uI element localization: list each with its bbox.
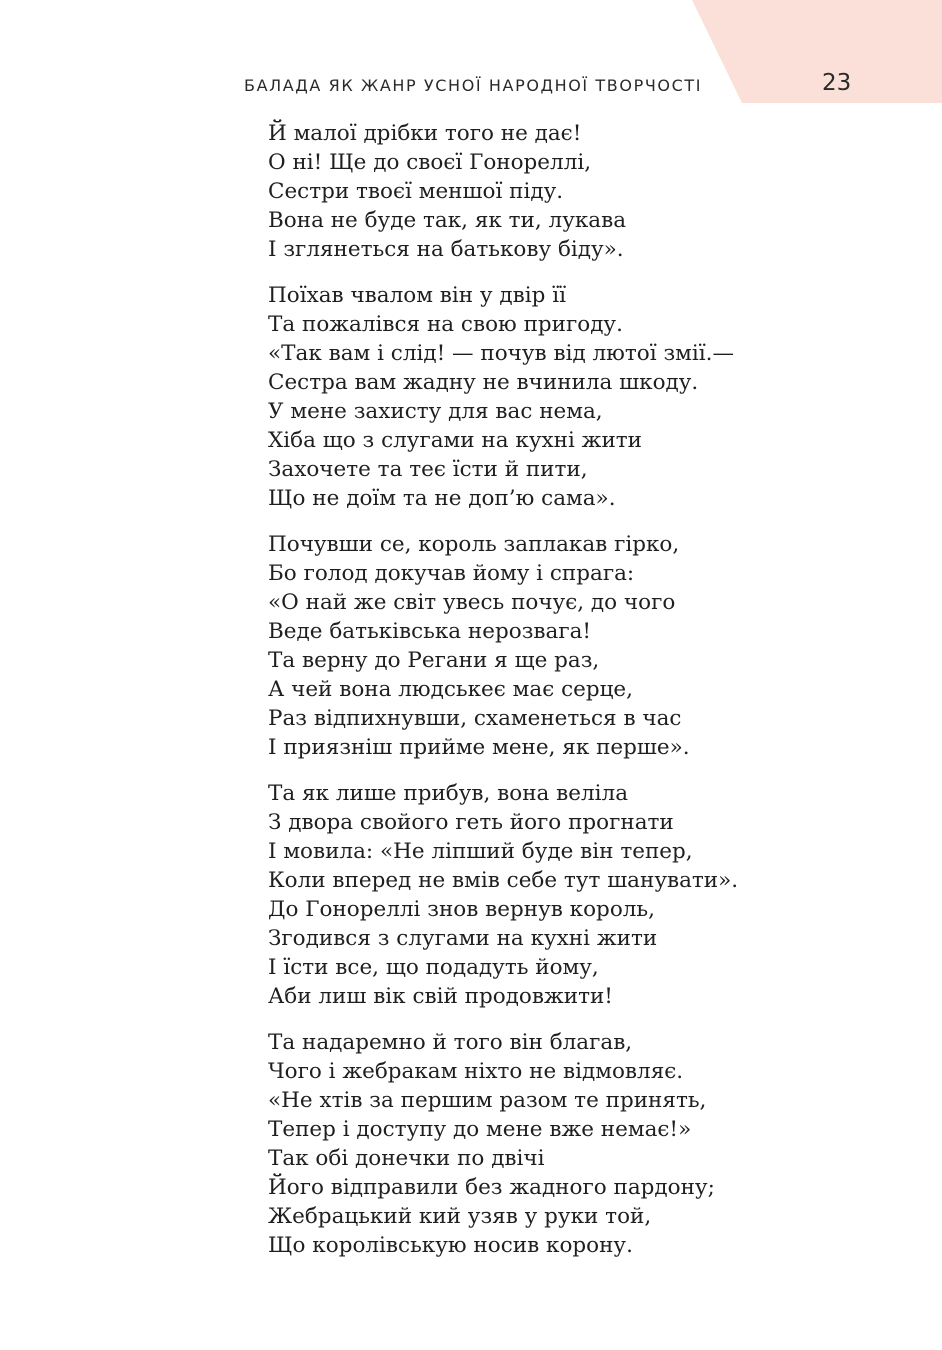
poem-line: З двора свойого геть його прогнати	[268, 810, 674, 835]
poem-line: Так обі донечки по двічі	[268, 1146, 545, 1171]
poem-stanza	[268, 281, 888, 513]
poem-stanza	[268, 1028, 888, 1260]
running-head: БАЛАДА ЯК ЖАНР УСНОЇ НАРОДНОЇ ТВОРЧОСТІ	[244, 76, 703, 95]
poem-line: Та надаремно й того він благав,	[268, 1030, 633, 1055]
poem-line: І зглянеться на батькову біду».	[268, 237, 624, 262]
poem-line: Поїхав чвалом він у двір її	[268, 283, 566, 308]
poem-line: І мовила: «Не ліпший буде він тепер,	[268, 839, 693, 864]
poem-line: «Так вам і слід! — почув від лютої змії.—	[268, 341, 734, 366]
poem-line: Хіба що з слугами на кухні жити	[268, 428, 642, 453]
poem-line: Й малої дрібки того не дає!	[268, 121, 582, 146]
poem-line: Вона не буде так, як ти, лукава	[268, 208, 627, 233]
poem-line: Сестра вам жадну не вчинила шкоду.	[268, 370, 699, 395]
poem-stanza	[268, 779, 888, 1011]
poem-line: До Гонореллі знов вернув король,	[268, 897, 655, 922]
poem-line: І їсти все, що подадуть йому,	[268, 955, 599, 980]
poem-stanza	[268, 530, 888, 762]
page-corner-accent	[692, 0, 942, 103]
poem-line: Раз відпихнувши, схаменеться в час	[268, 706, 682, 731]
page-number: 23	[822, 70, 852, 96]
poem-line: Сестри твоєї меншої піду.	[268, 179, 564, 204]
poem-line: А чей вона людськеє має серце,	[268, 677, 633, 702]
poem-line: Тепер і доступу до мене вже немає!»	[268, 1117, 692, 1142]
poem-line: Жебрацький кий узяв у руки той,	[268, 1204, 652, 1229]
poem-line: Та верну до Регани я ще раз,	[268, 648, 600, 673]
poem-line: «О най же світ увесь почує, до чого	[268, 590, 676, 615]
poem-line: «Не хтів за першим разом те принять,	[268, 1088, 707, 1113]
poem-line: Його відправили без жадного пардону;	[268, 1175, 715, 1200]
poem-line: Чого і жебракам ніхто не відмовляє.	[268, 1059, 684, 1084]
poem-line: Аби лиш вік свій продовжити!	[268, 984, 613, 1009]
poem-line: У мене захисту для вас нема,	[268, 399, 603, 424]
poem-body	[268, 119, 888, 1277]
poem-line: Згодився з слугами на кухні жити	[268, 926, 658, 951]
poem-stanza	[268, 119, 888, 264]
poem-line: Коли вперед не вмів себе тут шанувати».	[268, 868, 739, 893]
poem-line: Бо голод докучав йому і спрага:	[268, 561, 635, 586]
poem-line: Що королівськую носив корону.	[268, 1233, 633, 1258]
poem-line: І приязніш прийме мене, як перше».	[268, 735, 690, 760]
poem-line: Веде батьківська нерозвага!	[268, 619, 592, 644]
poem-line: Та як лише прибув, вона веліла	[268, 781, 629, 806]
poem-line: Та пожалівся на свою пригоду.	[268, 312, 623, 337]
poem-line: Почувши се, король заплакав гірко,	[268, 532, 680, 557]
poem-line: Захочете та теє їсти й пити,	[268, 457, 588, 482]
poem-line: Що не доїм та не доп’ю сама».	[268, 486, 616, 511]
poem-line: О ні! Ще до своєї Гонореллі,	[268, 150, 592, 175]
